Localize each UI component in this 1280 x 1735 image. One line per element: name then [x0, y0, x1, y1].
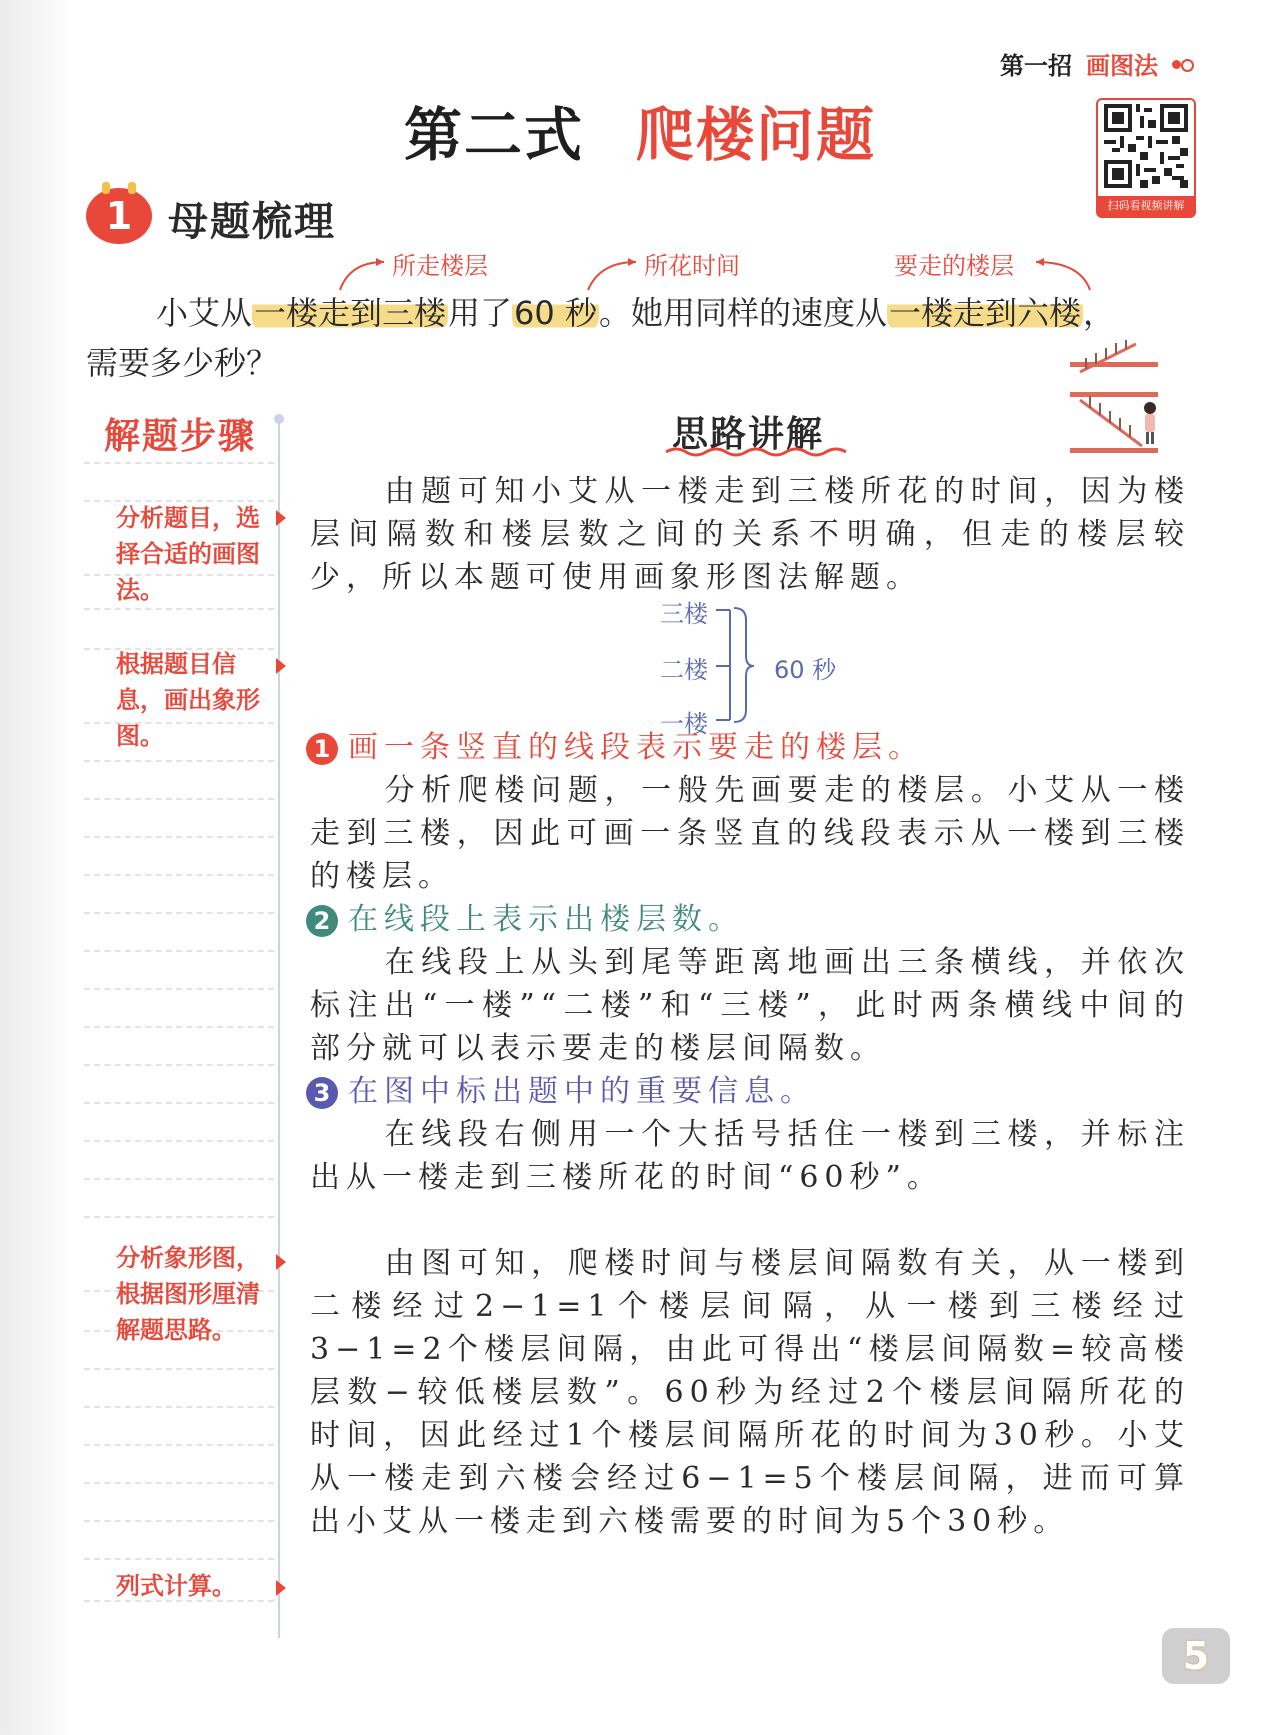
qr-code-icon: [1104, 104, 1188, 188]
highlight-floors: 一楼走到三楼: [254, 294, 447, 332]
annotation-floors: 所走楼层: [392, 252, 488, 280]
divider: [84, 760, 274, 762]
step-3-marker: [276, 1254, 286, 1270]
divider: [84, 1558, 274, 1560]
divider: [84, 912, 274, 914]
annotation-target-floors: 要走的楼层: [894, 252, 1014, 280]
divider: [84, 1520, 274, 1522]
floor-label-2: 二楼: [660, 656, 708, 684]
substep-2-number: 2: [306, 905, 338, 937]
heading-underline: [664, 446, 854, 458]
highlight-target: 一楼走到六楼: [888, 294, 1081, 332]
chapter-label: 第一招: [1000, 52, 1072, 80]
step-1-marker: [276, 510, 286, 526]
substep-1-text: 分析爬楼问题，一般先画要走的楼层。小艾从一楼走到三楼，因此可画一条竖直的线段表示从一楼到三楼的楼层。: [310, 773, 1190, 894]
divider: [84, 1140, 274, 1142]
floor-label-1: 一楼: [660, 710, 708, 738]
divider: [84, 836, 274, 838]
step-2-text: 根据题目信息，画出象形图。: [116, 650, 260, 750]
explanation-heading: 思路讲解: [672, 414, 825, 455]
step-2-marker: [276, 658, 286, 674]
divider: [84, 1444, 274, 1446]
title-topic: 爬楼问题: [636, 101, 877, 169]
substep-1-number: 1: [306, 733, 338, 765]
qr-caption: 扫码看视频讲解: [1098, 196, 1194, 216]
divider: [84, 874, 274, 876]
divider: [84, 1026, 274, 1028]
header-dot-icon: [1172, 57, 1194, 71]
timeline-line: [278, 420, 280, 1638]
step-4-text: 列式计算。: [116, 1572, 236, 1600]
problem-seg: ，: [1082, 294, 1115, 332]
problem-seg: 用了: [448, 294, 513, 332]
divider: [84, 1102, 274, 1104]
step-4-marker: [276, 1580, 286, 1596]
divider: [84, 1216, 274, 1218]
section-title: 母题梳理: [168, 199, 336, 245]
divider: [84, 1406, 274, 1408]
annotation-time: 所花时间: [644, 252, 740, 280]
floor-label-3: 三楼: [660, 600, 708, 628]
analysis-paragraph: 由图可知，爬楼时间与楼层间隔数有关，从一楼到二楼经过2−1=1个楼层间隔，从一楼到三楼经过3−1=2个楼层间隔，由此可得出“楼层间隔数=较高楼层数−较低楼层数”。60秒为经过2个楼层间隔所花的时间，因此经过1个楼层间隔所花的时间为30秒。小艾从一楼走到六楼会经过6−1=5个楼层间隔，进而可算出小艾从一楼走到六楼需要的时间为5个30秒。: [310, 1246, 1190, 1539]
steps-title: 解题步骤: [104, 416, 257, 457]
divider: [84, 988, 274, 990]
divider: [84, 1482, 274, 1484]
problem-seg: 小艾从: [156, 294, 253, 332]
problem-line-1: [86, 288, 1206, 338]
divider: [84, 798, 274, 800]
problem-seg: 。她用同样的速度从: [598, 294, 887, 332]
section-number-badge: 1: [86, 188, 152, 244]
substep-2-text: 在线段上从头到尾等距离地画出三条横线，并依次标注出“一楼”“二楼”和“三楼”，此时两条横线中间的部分就可以表示要走的楼层间隔数。: [310, 945, 1190, 1066]
page-number: 5: [1162, 1628, 1230, 1684]
divider: [84, 462, 274, 464]
page-title: [0, 88, 1280, 172]
highlight-time: 60 秒: [514, 294, 597, 332]
step-1-text: 分析题目，选择合适的画图法。: [116, 504, 260, 604]
divider: [84, 950, 274, 952]
divider: [84, 608, 274, 610]
substep-3-text: 在线段右侧用一个大括号括住一楼到三楼，并标注出从一楼走到三楼所花的时间“60秒”。: [310, 1117, 1190, 1195]
floor-diagram: [660, 594, 890, 738]
substep-3-title: 3 在图中标出题中的重要信息。: [306, 1070, 816, 1113]
brace-label: 60 秒: [774, 656, 837, 684]
substep-3-number: 3: [306, 1077, 338, 1109]
step-3-text: 分析象形图，根据图形厘清解题思路。: [116, 1244, 260, 1344]
problem-line-2: 需要多少秒？: [86, 344, 279, 382]
title-lesson: 第二式: [403, 101, 584, 169]
substep-1-title: 1 画一条竖直的线段表示要走的楼层。: [306, 726, 924, 769]
running-header: [1000, 46, 1194, 81]
divider: [84, 1064, 274, 1066]
problem-statement: [86, 288, 1206, 388]
qr-code[interactable]: [1096, 98, 1196, 218]
divider: [84, 1178, 274, 1180]
substep-2-title: 2 在线段上表示出楼层数。: [306, 898, 744, 941]
intro-paragraph: 由题可知小艾从一楼走到三楼所花的时间，因为楼层间隔数和楼层数之间的关系不明确，但走的楼层较少，所以本题可使用画象形图法解题。: [310, 474, 1190, 595]
divider: [84, 1368, 274, 1370]
page-gutter: [0, 0, 70, 1735]
stairs-illustration: [1066, 338, 1166, 456]
section-label: 画图法: [1086, 52, 1158, 80]
